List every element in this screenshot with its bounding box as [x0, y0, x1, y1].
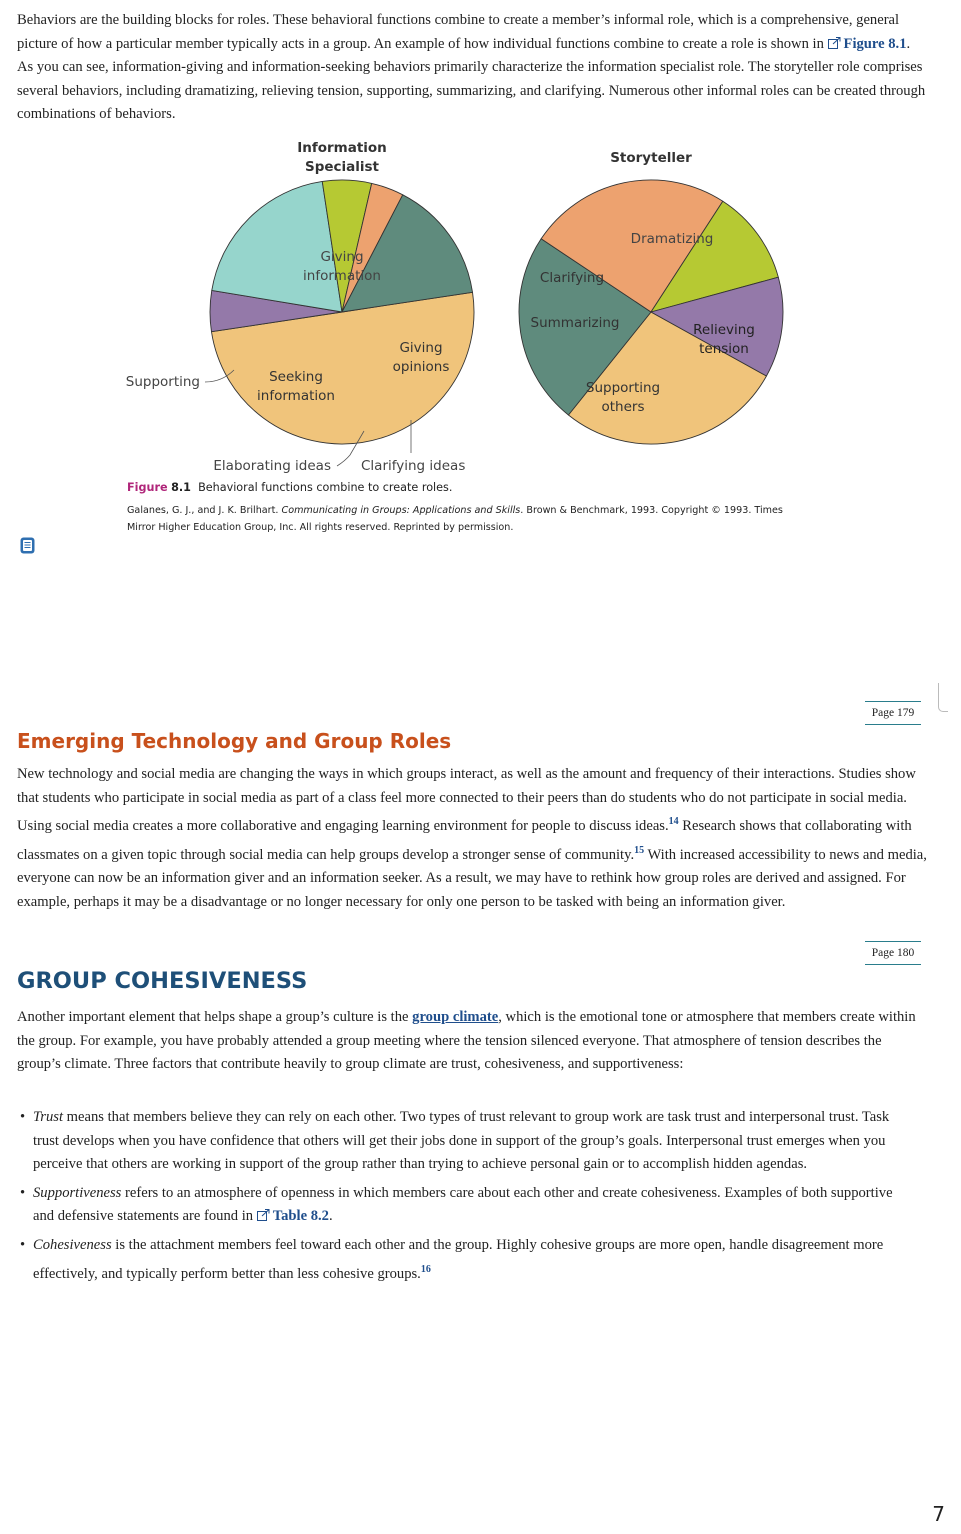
pie1-label-giving-opinions-2: opinions: [392, 359, 450, 375]
page-number: 7: [932, 1502, 945, 1526]
footnote-ref-14[interactable]: 14: [668, 816, 679, 828]
cohesiveness-text-1: Another important element that helps shape a group’s culture is the: [17, 1009, 413, 1025]
supportiveness-end: .: [328, 1208, 333, 1225]
term-supportiveness: Supportiveness: [33, 1184, 122, 1201]
climate-factors-list: [17, 1106, 917, 1291]
emerging-text-3: With increased accessibility to news and media, everyone can now be an information giver and an information seeker. As a result, we may have to rethink how group roles are derived and assigned. For example, perhaps it may be a disadvantage or no longer necessary for only one person to be tasked with being an information giver.: [17, 846, 927, 910]
list-item-trust: [17, 1106, 917, 1177]
intro-paragraph: [17, 9, 927, 127]
credit-rest: . Brown & Benchmark, 1993. Copyright © 1993. Times Mirror Higher Education Group, Inc. All rights reserved. Reprinted by permission.: [127, 505, 783, 533]
emerging-text-1: New technology and social media are changing the ways in which groups interact, as well as the amount and frequency of their interactions. Studies show that students who participate in social media as part of a class feel more connected to their peers than do students who do not participate in social media. Using social media creates a more collaborative and engaging learning environment for people to discuss ideas.: [17, 766, 916, 835]
cohesiveness-text-2: , which is the emotional tone or atmosphere that members create within the group. For example, you have probably attended a group meeting where the tension silenced everyone. That atmosphere of tension describes the group’s climate. Three factors that contribute heavily to group climate are trust, cohesiveness, and supportiveness:: [17, 1009, 916, 1073]
figure-caption-label: Figure: [127, 481, 168, 494]
long-description-icon[interactable]: [20, 537, 35, 554]
pie2-label-supporting-others-2: others: [601, 399, 645, 415]
term-trust: Trust: [33, 1109, 64, 1125]
credit-title: Communicating in Groups: Applications and Skills: [281, 505, 521, 516]
pie2-title: Storyteller: [610, 150, 692, 166]
pie1-label-seeking-information-1: Seeking: [269, 369, 323, 385]
page-marker-180: Page 180: [865, 941, 921, 965]
term-cohesiveness: Cohesiveness: [33, 1236, 112, 1253]
pie1-label-giving-information-2: information: [303, 268, 381, 284]
intro-text-2: . As you can see, information-giving and information-seeking behaviors primarily characterize the information specialist role. The storyteller role comprises several behaviors, including dramatizing, relieving tension, supporting, summarizing, and clarifying. Numerous other informal roles can be created through combinations of behaviors.: [17, 35, 926, 123]
emerging-paragraph: [17, 763, 927, 914]
section-heading-group-cohesiveness: GROUP COHESIVENESS: [17, 968, 308, 994]
pie2-label-relieving-tension-2: tension: [699, 341, 749, 357]
group-climate-link[interactable]: group climate: [412, 1009, 499, 1025]
external-link-icon: [828, 37, 841, 49]
external-link-icon: [257, 1209, 270, 1221]
pie1-slice-seeking-information: [212, 181, 342, 312]
cohesiveness-bullet-text: is the attachment members feel toward each other and the group. Highly cohesive groups are more open, handle disagreement more effectively, and typically perform better than less cohesive groups.: [33, 1236, 884, 1282]
pie1-label-elaborating-ideas: Elaborating ideas: [213, 458, 331, 474]
pie1-label-clarifying-ideas: Clarifying ideas: [361, 458, 466, 474]
figure-caption-number: 8.1: [171, 481, 191, 494]
intro-text-1: Behaviors are the building blocks for roles. These behavioral functions combine to create a member’s informal role, which is a comprehensive, general picture of how a particular member typically acts in a group. An example of how individual functions combine to create a role is shown in: [17, 12, 900, 52]
figure-credit: [127, 503, 787, 536]
pie1-title-line1: Information: [297, 140, 387, 156]
supportiveness-text: refers to an atmosphere of openness in which members care about each other and create cohesiveness. Examples of both supportive and defensive statements are found in: [33, 1184, 893, 1225]
pie1-label-supporting: Supporting: [125, 374, 200, 390]
pie2-label-clarifying: Clarifying: [539, 270, 605, 286]
figure-8-1-link[interactable]: Figure 8.1: [843, 35, 907, 52]
trust-text: means that members believe they can rely on each other. Two types of trust relevant to group work are task trust and interpersonal trust. Task trust develops when you have confidence that others will get their jobs done in support of the group’s goals. Interpersonal trust emerges when you perceive that others are working in support of the group rather than trying to achieve personal gain or to accomplish hidden agendas.: [33, 1109, 890, 1173]
list-item-cohesiveness: [17, 1234, 917, 1286]
pie1-label-giving-information-1: Giving: [320, 249, 364, 265]
pie2-label-dramatizing: Dramatizing: [630, 231, 714, 247]
pie2-label-supporting-others-1: Supporting: [585, 380, 661, 396]
credit-authors: Galanes, G. J., and J. K. Brilhart.: [127, 505, 282, 516]
page-corner-mark: [938, 683, 948, 712]
pie1-label-giving-opinions-1: Giving: [399, 340, 443, 356]
emerging-text-2: Research shows that collaborating with classmates on a given topic through social media can help groups develop a stronger sense of community.: [17, 818, 912, 863]
table-8-2-link[interactable]: Table 8.2: [272, 1208, 329, 1225]
list-item-supportiveness: [17, 1182, 917, 1229]
pie2-label-relieving-tension-1: Relieving: [693, 322, 755, 338]
section-heading-emerging-technology: Emerging Technology and Group Roles: [17, 729, 452, 753]
figure-caption: [127, 481, 452, 494]
footnote-ref-15[interactable]: 15: [634, 844, 645, 856]
footnote-ref-16[interactable]: 16: [420, 1263, 431, 1275]
figure-8-1-chart: [0, 130, 961, 475]
figure-caption-text: Behavioral functions combine to create roles.: [198, 481, 453, 494]
pie1-label-seeking-information-2: information: [257, 388, 335, 404]
page-marker-179: Page 179: [865, 701, 921, 725]
pie2-label-summarizing: Summarizing: [530, 315, 620, 331]
pie-information-specialist: [210, 180, 474, 444]
pie-storyteller: [519, 180, 783, 444]
pie1-title-line2: Specialist: [304, 159, 380, 175]
cohesiveness-paragraph: [17, 1006, 927, 1077]
